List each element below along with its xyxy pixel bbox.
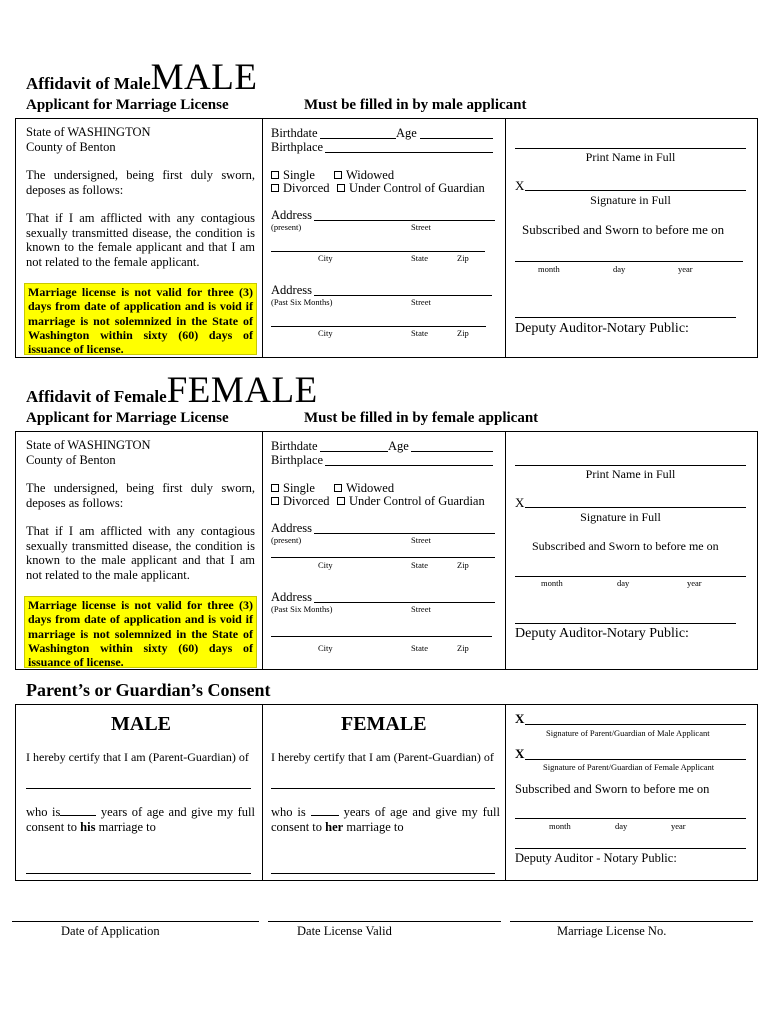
male-birthdate-label: Birthdate [271, 126, 318, 140]
female-state2-label: State [411, 643, 428, 653]
female-birthdate-field[interactable] [320, 451, 388, 452]
male-instruction: Must be filled in by male applicant [304, 97, 527, 113]
consent-year-label: year [671, 821, 686, 831]
female-month-label: month [541, 578, 563, 588]
male-sworn-text: The undersigned, being first duly sworn, deposes as follows: [26, 168, 255, 197]
consent-title: Parent’s or Guardian’s Consent [26, 680, 271, 700]
consent-male-signature-field[interactable] [525, 724, 746, 725]
consent-male-text [26, 805, 255, 834]
female-age-label: Age [388, 439, 409, 453]
female-notary-label: Deputy Auditor-Notary Public: [515, 626, 689, 641]
female-city2-label: City [318, 643, 333, 653]
female-affidavit-title [26, 369, 318, 412]
male-guardian-label: Under Control of Guardian [349, 181, 485, 195]
consent-col-divider-1 [262, 704, 263, 881]
checkbox-icon[interactable] [271, 184, 279, 192]
male-print-name-field[interactable] [515, 148, 746, 149]
male-age-field[interactable] [420, 138, 493, 139]
consent-female-certify: I hereby certify that I am (Parent-Guardian) of [271, 750, 494, 764]
consent-day-label: day [615, 821, 628, 831]
male-month-label: month [538, 264, 560, 274]
male-sworn-date-field[interactable] [515, 261, 743, 262]
consent-col-divider-2 [505, 704, 506, 881]
male-state: State of WASHINGTON [26, 125, 151, 139]
consent-female-spouse-field[interactable] [271, 873, 495, 874]
male-divorced-label: Divorced [283, 181, 330, 195]
consent-his: his [80, 819, 96, 834]
male-address2-label: Address [271, 283, 312, 297]
consent-month-label: month [549, 821, 571, 831]
female-divorced-label: Divorced [283, 494, 330, 508]
checkbox-icon[interactable] [271, 497, 279, 505]
female-present-label: (present) [271, 535, 302, 545]
female-county: County of Benton [26, 453, 116, 467]
male-street2-label: Street [411, 297, 431, 307]
male-subtitle: Applicant for Marriage License [26, 97, 229, 113]
consent-sig-female-label: Signature of Parent/Guardian of Female Applicant [543, 762, 715, 772]
male-city2-label: City [318, 328, 333, 338]
female-title-text: Affidavit of Female [26, 387, 167, 406]
consent-notary-label: Deputy Auditor - Notary Public: [515, 851, 677, 865]
consent-notary-line[interactable] [515, 848, 746, 849]
male-birthplace-label: Birthplace [271, 140, 324, 154]
female-street2-label: Street [411, 604, 431, 614]
consent-female-text [271, 805, 500, 834]
female-print-name-field[interactable] [515, 465, 746, 466]
female-std-text: That if I am afflicted with any contagious sexually transmitted disease, the condition is known to the male applicant and that I am not related to the male applicant. [26, 524, 255, 582]
female-state: State of WASHINGTON [26, 438, 151, 452]
date-license-valid-field[interactable] [268, 921, 501, 922]
checkbox-icon[interactable] [337, 497, 345, 505]
consent-female-signature-field[interactable] [525, 759, 746, 760]
male-birthdate-field[interactable] [320, 138, 396, 139]
consent-male-age-field[interactable] [60, 805, 96, 816]
consent-male-give: years of age and give my full consent to [26, 805, 255, 834]
male-day-label: day [613, 264, 626, 274]
male-affidavit-title [26, 56, 257, 99]
female-sworn-text: The undersigned, being first duly sworn, deposes as follows: [26, 481, 255, 510]
male-notary-label: Deputy Auditor-Notary Public: [515, 321, 689, 336]
checkbox-icon[interactable] [334, 484, 342, 492]
consent-male-applicant-field[interactable] [26, 788, 251, 789]
female-col-divider-2 [505, 431, 506, 670]
male-notary-line[interactable] [515, 317, 736, 318]
female-status-divorced[interactable] [271, 494, 330, 509]
male-past-label: (Past Six Months) [271, 297, 333, 307]
consent-x-mark-female: X [515, 746, 525, 761]
male-city-label: City [318, 253, 333, 263]
male-title-text: Affidavit of Male [26, 74, 151, 93]
male-subscribed-text: Subscribed and Sworn to before me on [522, 222, 725, 237]
consent-subscribed-text: Subscribed and Sworn to before me on [515, 782, 710, 796]
male-age-label: Age [396, 126, 417, 140]
male-status-divorced[interactable] [271, 181, 330, 196]
female-city-label: City [318, 560, 333, 570]
male-address2-street-field[interactable] [314, 295, 492, 296]
female-print-name-label: Print Name in Full [585, 467, 676, 481]
female-state-label: State [411, 560, 428, 570]
consent-female-give: years of age and give my full consent to [271, 805, 500, 834]
consent-sig-male-label: Signature of Parent/Guardian of Male Applicant [546, 728, 710, 738]
male-signature-label: Signature in Full [590, 193, 671, 207]
female-validity-notice: Marriage license is not valid for three (3) days from date of application and is void if marriage is not solemnized in the State of Washington within sixty (60) days of issuance of license. [24, 596, 257, 668]
date-of-application-label: Date of Application [61, 924, 160, 938]
female-subscribed-text: Subscribed and Sworn to before me on [532, 539, 719, 553]
male-zip2-label: Zip [457, 328, 469, 338]
consent-female-applicant-field[interactable] [271, 788, 495, 789]
male-address-street-field[interactable] [314, 220, 495, 221]
female-instruction: Must be filled in by female applicant [304, 410, 539, 426]
male-county: County of Benton [26, 140, 116, 154]
male-street-label: Street [411, 222, 431, 232]
female-single-label: Single [283, 481, 315, 495]
consent-her: her [325, 819, 344, 834]
female-sworn-date-field[interactable] [515, 576, 746, 577]
consent-male-spouse-field[interactable] [26, 873, 251, 874]
male-address-city-field[interactable] [271, 251, 485, 252]
female-signature-field[interactable] [525, 507, 746, 508]
female-status-guardian[interactable] [337, 494, 485, 509]
female-title-big: FEMALE [166, 370, 318, 411]
checkbox-icon[interactable] [334, 171, 342, 179]
male-birthplace-field[interactable] [325, 152, 493, 153]
female-address2-street-field[interactable] [314, 602, 495, 603]
female-zip-label: Zip [457, 560, 469, 570]
female-address2-city-field[interactable] [271, 636, 492, 637]
female-notary-line[interactable] [515, 623, 736, 624]
consent-female-heading: FEMALE [341, 713, 427, 735]
consent-female-marriage-to: marriage to [343, 819, 404, 834]
female-address2-label: Address [271, 590, 312, 604]
consent-male-marriage-to: marriage to [95, 819, 156, 834]
marriage-license-no-label: Marriage License No. [557, 924, 667, 938]
female-x-mark: X [515, 495, 525, 510]
female-day-label: day [617, 578, 630, 588]
male-single-label: Single [283, 168, 315, 182]
male-zip-label: Zip [457, 253, 469, 263]
female-birthdate-label: Birthdate [271, 439, 318, 453]
female-zip2-label: Zip [457, 643, 469, 653]
female-address-label: Address [271, 521, 312, 535]
date-license-valid-label: Date License Valid [297, 924, 392, 938]
male-validity-notice: Marriage license is not valid for three (3) days from date of application and is void if marriage is not solemnized in the State of Washington within sixty (60) days of issuance of license. [24, 283, 257, 355]
marriage-license-no-field[interactable] [510, 921, 753, 922]
consent-male-certify: I hereby certify that I am (Parent-Guardian) of [26, 750, 249, 764]
female-birthplace-field[interactable] [325, 465, 493, 466]
male-col-divider-2 [505, 118, 506, 358]
consent-x-mark-male: X [515, 711, 525, 726]
consent-male-heading: MALE [111, 713, 171, 735]
male-address-label: Address [271, 208, 312, 222]
male-print-name-label: Print Name in Full [585, 150, 676, 164]
female-guardian-label: Under Control of Guardian [349, 494, 485, 508]
consent-female-age-field[interactable] [311, 805, 339, 816]
male-status-guardian[interactable] [337, 181, 485, 196]
male-std-text: That if I am afflicted with any contagious sexually transmitted disease, the condition is known to the female applicant and that I am not related to the female applicant. [26, 211, 255, 269]
female-address-city-field[interactable] [271, 557, 495, 558]
female-age-field[interactable] [411, 451, 493, 452]
male-signature-field[interactable] [525, 190, 746, 191]
female-past-label: (Past Six Months) [271, 604, 333, 614]
checkbox-icon[interactable] [271, 171, 279, 179]
consent-sworn-date-field[interactable] [515, 818, 746, 819]
male-state2-label: State [411, 328, 428, 338]
male-title-big: MALE [150, 57, 258, 98]
female-year-label: year [687, 578, 702, 588]
male-present-label: (present) [271, 222, 302, 232]
consent-female-who: who is [271, 805, 306, 819]
female-col-divider-1 [262, 431, 263, 670]
male-widowed-label: Widowed [346, 168, 395, 182]
female-street-label: Street [411, 535, 431, 545]
male-address2-city-field[interactable] [271, 326, 486, 327]
checkbox-icon[interactable] [271, 484, 279, 492]
male-x-mark: X [515, 178, 525, 193]
female-widowed-label: Widowed [346, 481, 395, 495]
female-subtitle: Applicant for Marriage License [26, 410, 229, 426]
female-birthplace-label: Birthplace [271, 453, 324, 467]
male-state-label: State [411, 253, 428, 263]
female-signature-label: Signature in Full [580, 510, 661, 524]
checkbox-icon[interactable] [337, 184, 345, 192]
female-address-street-field[interactable] [314, 533, 495, 534]
consent-male-who: who is [26, 805, 61, 819]
male-year-label: year [678, 264, 693, 274]
date-of-application-field[interactable] [12, 921, 259, 922]
male-col-divider-1 [262, 118, 263, 358]
